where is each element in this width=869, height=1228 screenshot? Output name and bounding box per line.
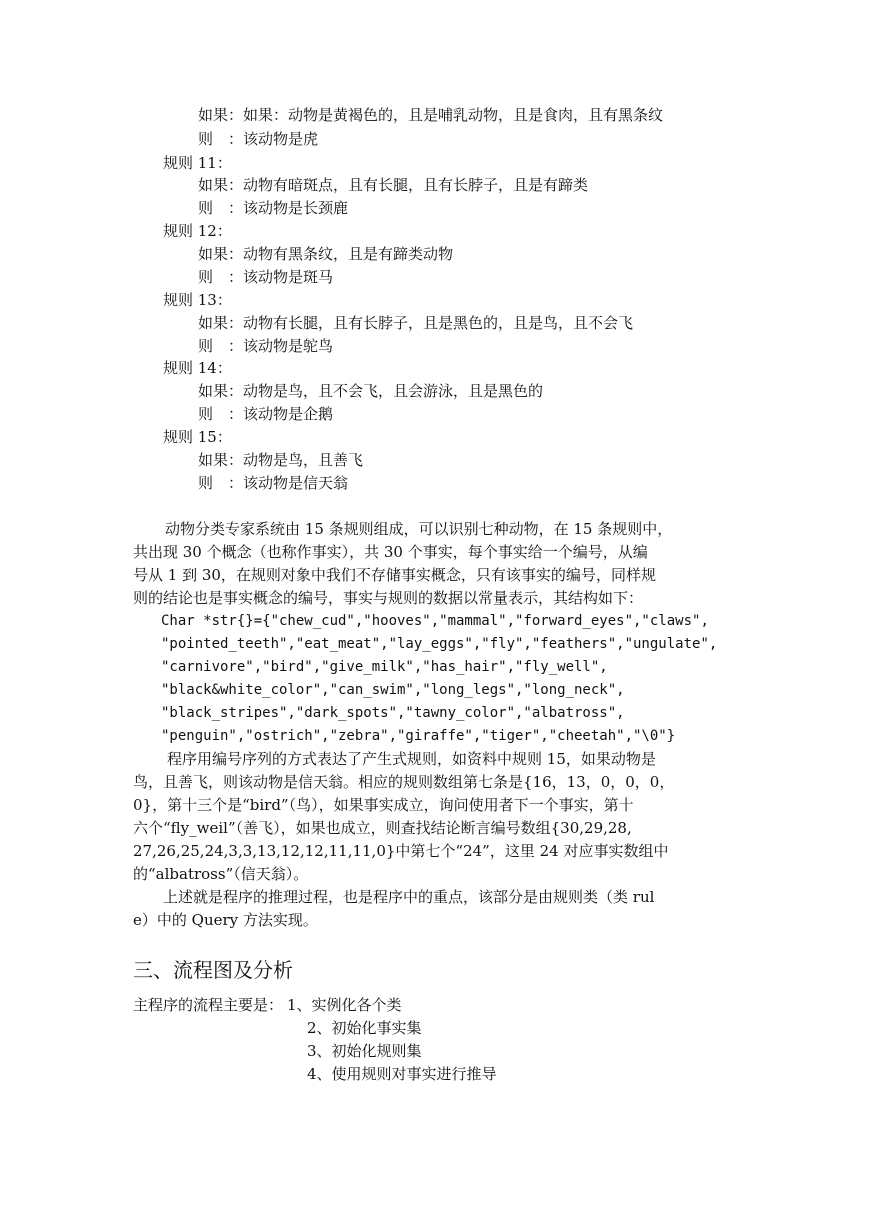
- para2-line-6: 的“albatross”（信天翁）。: [133, 865, 309, 883]
- rule-13-if: 如果：动物有长腿，且有长脖子，且是黑色的，且是鸟，且不会飞: [198, 314, 634, 332]
- para3-line-2: e）中的 Query 方法实现。: [133, 911, 318, 929]
- section-title: 三、流程图及分析: [133, 958, 293, 982]
- code-line-3: "carnivore","bird","give_milk","has_hair","fly_well",: [161, 659, 608, 675]
- code-line-5: "black_stripes","dark_spots","tawny_color","albatross",: [161, 705, 625, 721]
- para1-line-4: 则的结论也是事实概念的编号，事实与规则的数据以常量表示，其结构如下：: [133, 589, 644, 607]
- rule-12-if: 如果：动物有黑条纹，且是有蹄类动物: [198, 245, 454, 263]
- para2-line-2: 鸟，且善飞，则该动物是信天翁。相应的规则数组第七条是{16，13，0，0，0，: [133, 773, 675, 791]
- para1-line-3: 号从 1 到 30，在规则对象中我们不存储事实概念，只有该事实的编号，同样规: [133, 566, 656, 584]
- rule-12-then: 则 ：该动物是斑马: [198, 268, 334, 286]
- flow-lead: 主程序的流程主要是：: [133, 996, 284, 1014]
- rule-14-then: 则 ：该动物是企鹅: [198, 405, 334, 423]
- rule-12-title: 规则 12：: [163, 222, 232, 240]
- para2-line-3: 0}，第十三个是“bird”（鸟），如果事实成立，询问使用者下一个事实，第十: [133, 796, 634, 814]
- rule-11-then: 则 ：该动物是长颈鹿: [198, 199, 349, 217]
- rule-13-title: 规则 13：: [163, 291, 232, 309]
- para2-line-5: 27,26,25,24,3,3,13,12,12,11,11,0}中第七个“24”，这里 24 对应事实数组中: [133, 842, 669, 860]
- para2-line-4: 六个“fly_weil”（善飞），如果也成立，则查找结论断言编号数组{30,29,28,: [133, 819, 632, 837]
- flow-step-3: 3、初始化规则集: [307, 1042, 422, 1060]
- flow-step-4: 4、使用规则对事实进行推导: [307, 1065, 497, 1083]
- para3-line-1: 上述就是程序的推理过程，也是程序中的重点，该部分是由规则类（类 rul: [163, 888, 655, 906]
- para1-line-1: 动物分类专家系统由 15 条规则组成，可以识别七种动物，在 15 条规则中，: [150, 520, 673, 538]
- rule-14-title: 规则 14：: [163, 359, 232, 377]
- rule-10-if: 如果：如果：动物是黄褐色的，且是哺乳动物，且是食肉，且有黑条纹: [198, 106, 664, 124]
- rule-15-title: 规则 15：: [163, 428, 232, 446]
- code-line-2: "pointed_teeth","eat_meat","lay_eggs","fly","feathers","ungulate",: [161, 636, 718, 652]
- rule-11-if: 如果：动物有暗斑点，且有长腿，且有长脖子，且是有蹄类: [198, 176, 589, 194]
- rule-15-then: 则 ：该动物是信天翁: [198, 474, 349, 492]
- flow-step-1: 1、实例化各个类: [287, 996, 402, 1014]
- code-line-6: "penguin","ostrich","zebra","giraffe","tiger","cheetah","\0"}: [161, 728, 676, 744]
- rule-11-title: 规则 11：: [163, 154, 232, 172]
- rule-14-if: 如果：动物是鸟，且不会飞，且会游泳，且是黑色的: [198, 382, 544, 400]
- code-line-1: Char *str{}={"chew_cud","hooves","mammal","forward_eyes","claws",: [161, 613, 709, 629]
- rule-15-if: 如果：动物是鸟，且善飞: [198, 451, 364, 469]
- flow-step-2: 2、初始化事实集: [307, 1019, 422, 1037]
- para1-line-2: 共出现 30 个概念（也称作事实），共 30 个事实，每个事实给一个编号，从编: [133, 543, 648, 561]
- code-line-4: "black&white_color","can_swim","long_legs","long_neck",: [161, 682, 625, 698]
- para2-line-1: 程序用编号序列的方式表达了产生式规则，如资料中规则 15，如果动物是: [167, 750, 656, 768]
- rule-10-then: 则 ：该动物是虎: [198, 130, 319, 148]
- rule-13-then: 则 ：该动物是鸵鸟: [198, 337, 334, 355]
